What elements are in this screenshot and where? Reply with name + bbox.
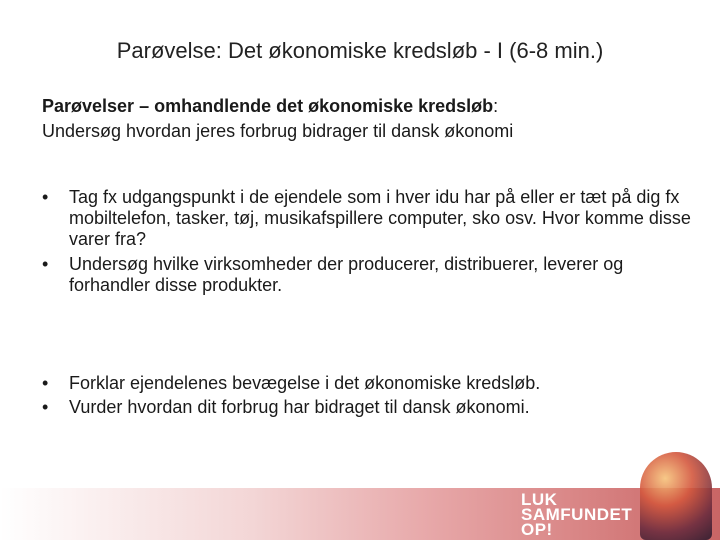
logo [521, 492, 651, 537]
logo-line-2: SAMFUNDET [521, 505, 633, 524]
intro-line-1 [42, 94, 682, 119]
intro-text [42, 94, 682, 144]
intro-heading: Parøvelser – omhandlende det økonomiske kredsløb [42, 96, 494, 116]
list-item: • Tag fx udgangspunkt i de ejendele som i hver idu har på eller er tæt på dig fx mobiltelefon, tasker, tøj, musikafspillere computer, sko osv. Hvor komme disse varer fra? [42, 187, 692, 250]
bullet-list-2 [42, 373, 692, 418]
logo-line-1: LUK [521, 490, 558, 509]
list-item: • Vurder hvordan dit forbrug har bidraget til dansk økonomi. [42, 397, 692, 418]
bullet-list-1 [42, 187, 692, 296]
intro-line-2: Undersøg hvordan jeres forbrug bidrager til dansk økonomi [42, 121, 514, 141]
list-item: • Undersøg hvilke virksomheder der producerer, distribuerer, leverer og forhandler disse produkter. [42, 254, 692, 296]
list-item: • Forklar ejendelenes bevægelse i det økonomiske kredsløb. [42, 373, 692, 394]
intro-colon: : [493, 96, 499, 116]
logo-line-3: OP! [521, 520, 553, 539]
slide-title: Parøvelse: Det økonomiske kredsløb - I (6-8 min.) [116, 38, 604, 63]
